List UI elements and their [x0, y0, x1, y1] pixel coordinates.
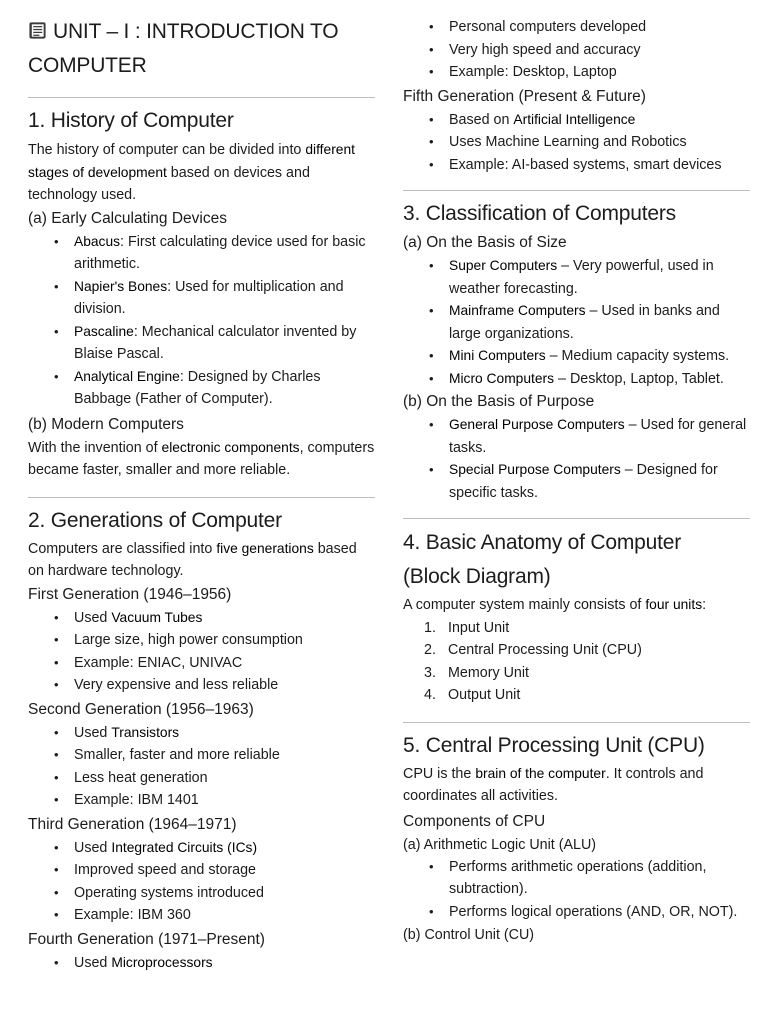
- subheading-modern-computers: (b) Modern Computers: [28, 415, 184, 433]
- subheading-size: (a) On the Basis of Size: [403, 234, 567, 251]
- list-item: 4. Output Unit: [424, 687, 521, 703]
- list-item: • Example: IBM 360: [28, 904, 375, 927]
- subheading-early-devices: (a) Early Calculating Devices: [28, 209, 227, 227]
- list-item: • Personal computers developed: [403, 16, 750, 39]
- unit-title-text: UNIT – I : INTRODUCTION TO COMPUTER: [28, 20, 339, 77]
- gen3-title: Third Generation (1964–1971): [28, 815, 237, 833]
- history-intro: The history of computer can be divided into different stages of development based on devices and technology used.: [28, 142, 355, 203]
- divider: [403, 722, 750, 723]
- list-item: • Uses Machine Learning and Robotics: [403, 131, 750, 154]
- section-heading-cpu: 5. Central Processing Unit (CPU): [403, 733, 705, 757]
- left-column: [28, 0, 375, 974]
- list-item: • Used Integrated Circuits (ICs): [28, 837, 375, 860]
- section-heading-anatomy: 4. Basic Anatomy of Computer (Block Diagram): [403, 531, 682, 588]
- gen1-title: First Generation (1946–1956): [28, 585, 232, 603]
- list-item: • Used Vacuum Tubes: [28, 607, 375, 630]
- gen3-list: [28, 837, 375, 927]
- alu-list: [403, 856, 750, 924]
- list-item: • Analytical Engine: Designed by Charles Babbage (Father of Computer).: [28, 366, 375, 411]
- list-item: • Improved speed and storage: [28, 859, 375, 882]
- subheading-components: Components of CPU: [403, 812, 546, 830]
- subheading-alu: (a) Arithmetic Logic Unit (ALU): [403, 836, 597, 853]
- list-item: • Example: IBM 1401: [28, 789, 375, 812]
- list-item: • Very high speed and accuracy: [403, 39, 750, 62]
- list-item: 3. Memory Unit: [424, 664, 530, 681]
- list-item: • Micro Computers – Desktop, Laptop, Tablet.: [403, 368, 750, 391]
- list-item: • Napier's Bones: Used for multiplication and division.: [28, 276, 375, 321]
- generations-intro: Computers are classified into five generations based on hardware technology.: [28, 540, 357, 579]
- list-item: 1. Input Unit: [424, 619, 510, 636]
- unit-title: [28, 15, 375, 83]
- gen2-title: Second Generation (1956–1963): [28, 700, 254, 718]
- list-item: • Based on Artificial Intelligence: [403, 109, 750, 132]
- list-item: • Special Purpose Computers – Designed for specific tasks.: [403, 459, 750, 504]
- list-item: 2. Central Processing Unit (CPU): [424, 642, 642, 658]
- cpu-intro: CPU is the brain of the computer. It controls and coordinates all activities.: [403, 765, 704, 804]
- gen4-list-start: [28, 952, 375, 975]
- gen4-list-continued: [403, 16, 750, 84]
- size-list: [403, 255, 750, 390]
- list-item: • Large size, high power consumption: [28, 629, 375, 652]
- purpose-list: [403, 414, 750, 504]
- gen1-list: [28, 607, 375, 697]
- gen4-title: Fourth Generation (1971–Present): [28, 930, 265, 948]
- section-heading-classification: 3. Classification of Computers: [403, 202, 676, 225]
- right-column: [403, 0, 750, 946]
- section-heading-generations: 2. Generations of Computer: [28, 508, 282, 532]
- list-item: • Mini Computers – Medium capacity systems.: [403, 345, 750, 368]
- early-devices-list: [28, 231, 375, 411]
- gen5-title: Fifth Generation (Present & Future): [403, 87, 646, 105]
- divider: [28, 97, 375, 98]
- list-item: • Example: ENIAC, UNIVAC: [28, 652, 375, 675]
- list-item: • Very expensive and less reliable: [28, 674, 375, 697]
- list-item: • Operating systems introduced: [28, 882, 375, 905]
- section-heading-history: 1. History of Computer: [28, 109, 234, 132]
- list-item: • Performs logical operations (AND, OR, NOT).: [403, 901, 750, 924]
- list-item: • Used Microprocessors: [28, 952, 375, 975]
- divider: [28, 497, 375, 498]
- subheading-purpose: (b) On the Basis of Purpose: [403, 393, 595, 410]
- gen5-list: [403, 109, 750, 177]
- units-list: [403, 617, 750, 707]
- subheading-cu: (b) Control Unit (CU): [403, 927, 535, 943]
- list-item: • General Purpose Computers – Used for general tasks.: [403, 414, 750, 459]
- list-item: • Performs arithmetic operations (addition, subtraction).: [403, 856, 750, 901]
- notebook-icon: [28, 21, 47, 40]
- list-item: • Example: AI-based systems, smart devices: [403, 154, 750, 177]
- list-item: • Less heat generation: [28, 767, 375, 790]
- list-item: • Example: Desktop, Laptop: [403, 61, 750, 84]
- divider: [403, 190, 750, 191]
- gen2-list: [28, 722, 375, 812]
- modern-computers-text: With the invention of electronic components, computers became faster, smaller and more reliable.: [28, 439, 375, 478]
- divider: [403, 518, 750, 519]
- list-item: • Smaller, faster and more reliable: [28, 744, 375, 767]
- list-item: • Mainframe Computers – Used in banks and large organizations.: [403, 300, 750, 345]
- list-item: • Super Computers – Very powerful, used in weather forecasting.: [403, 255, 750, 300]
- list-item: • Pascaline: Mechanical calculator invented by Blaise Pascal.: [28, 321, 375, 366]
- list-item: • Abacus: First calculating device used for basic arithmetic.: [28, 231, 375, 276]
- anatomy-intro: A computer system mainly consists of four units:: [403, 597, 707, 613]
- list-item: • Used Transistors: [28, 722, 375, 745]
